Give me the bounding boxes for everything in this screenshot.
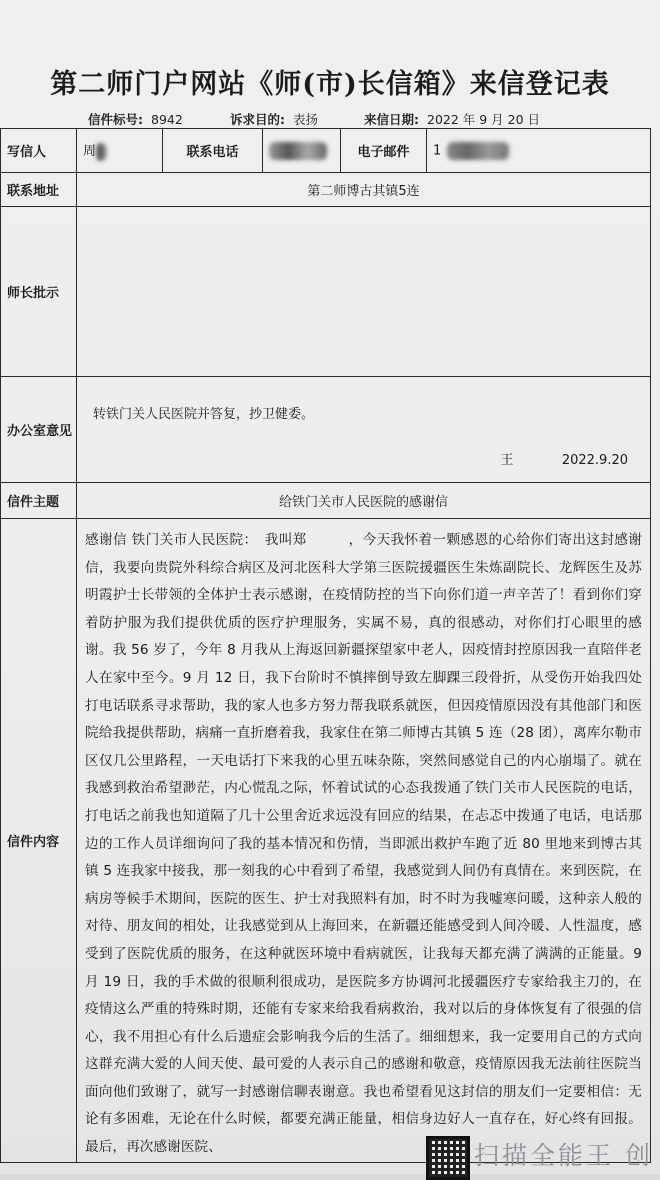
request-purpose [230,110,318,128]
phone-label: 联系电话 [163,129,263,173]
office-date: 2022.9.20 [561,453,628,468]
letter-number-label: 信件标号: [88,112,143,127]
date-value: 2022 年 9 月 20 日 [427,112,541,127]
subject-row [1,483,651,519]
subject-value: 给铁门关市人民医院的感谢信 [77,483,651,519]
office-opinion-cell [77,377,651,483]
commander-comment-label: 师长批示 [1,207,77,377]
purpose-value: 表扬 [293,112,319,127]
content-row [1,519,651,1163]
email-cell [427,129,651,173]
letter-number [88,110,183,128]
date-label: 来信日期: [364,112,419,127]
email-label: 电子邮件 [341,129,427,173]
office-opinion-value: 转铁门关人民医院并答复，抄卫健委。 [93,407,315,422]
qr-code-icon [426,1136,470,1180]
letter-body: 感谢信 铁门关市人民医院： 我叫郑 ，今天我怀着一颗感恩的心给你们寄出这封感谢信，我要向贵院外科综合病区及河北医科大学第三医院援疆医生朱炼副院长、龙辉医生及苏明霞护士长带领的全体护士表示感谢，在疫情防控的当下向你们道一声辛苦了！看到你们穿着防护服为我们提供优质的医疗护理服务，实属不易，真的很感动，对你们打心眼里的感谢。我 56 岁了，今年 8 月我从上海返回新疆探望家中老人，因疫情封控原因我一直陪伴老人在家中至今。9 月 12 日，我下台阶时不慎摔倒导致左脚踝三段骨折，从受伤开始我四处打电话联系寻求帮助，我的家人也多方努力帮我联系就医，但因疫情原因没有其他部门和医院给我提供帮助，病痛一直折磨着我，我家住在第二师博古其镇 5 连（28 团），离库尔勒市区仅几公里路程，一天电话打下来我的心里五味杂陈，突然间感觉自己的内心崩塌了。就在我感到救治希望渺茫，内心慌乱之际，怀着试试的心态我拨通了铁门关市人民医院的电话，打电话之前我也知道隔了几十公里舍近求远没有回应的结果，在忐忑中拨通了电话，电话那边的工作人员详细询问了我的基本情况和伤情，当即派出救护车跑了近 80 里地来到博古其镇 5 连我家中接我，那一刻我的心中看到了希望，我感觉到人间仍有真情在。来到医院，在病房等候手术期间，医院的医生、护士对我照料有加，时不时为我嘘寒问暖，这种亲人般的对待、朋友间的相处，让我感觉到从上海回来，在新疆还能感受到人间冷暖、人性温度，感受到了医院优质的服务，在这种就医环境中看病就医，让我每天都充满了满满的正能量。9 月 19 日，我的手术做的很顺利很成功，是医院多方协调河北援疆医疗专家给我主刀的，在疫情这么严重的特殊时期，还能有专家来给我看病救治，我对以后的身体恢复有了很强的信心，我不用担心有什么后遗症会影响我今后的生活了。细细想来，我一定要用自己的方式向这群充满大爱的人间天使、最可爱的人表示自己的感谢和敬意，疫情原因我无法前往医院当面向他们致谢了，就写一封感谢信聊表谢意。我也希望看见这封信的朋友们一定要相信：无论有多困难，无论在什么时候，都要充满正能量，相信身边好人一直存在，好心终有回报。最后，再次感谢医院、 [85,532,642,1156]
writer-value: 周 [83,144,97,160]
address-value: 第二师博古其镇5连 [77,173,651,207]
redacted-email [447,142,509,160]
writer-row [1,129,651,173]
phone-cell [263,129,341,173]
office-signature [501,449,628,468]
commander-comment-value [77,207,651,377]
office-opinion-row [1,377,651,483]
purpose-label: 诉求目的: [230,112,285,127]
address-row [1,173,651,207]
scanner-watermark [420,1128,660,1174]
scanner-brand: 扫描全能王 创 [474,1141,653,1170]
office-signer: 王 [500,453,514,468]
letter-number-value: 8942 [151,112,183,127]
redacted-phone [269,142,327,160]
content-cell [77,519,651,1163]
writer-cell [77,129,163,173]
redacted-name [96,143,106,161]
form-title: 第二师门户网站《师(市)长信箱》来信登记表 [50,69,610,100]
letter-date [364,110,540,128]
writer-label: 写信人 [1,129,77,173]
commander-comment-row [1,207,651,377]
subject-label: 信件主题 [1,483,77,519]
registration-table [0,128,651,1163]
address-label: 联系地址 [1,173,77,207]
content-label: 信件内容 [1,519,77,1163]
email-value: 1 [433,143,442,158]
office-opinion-label: 办公室意见 [1,377,77,483]
